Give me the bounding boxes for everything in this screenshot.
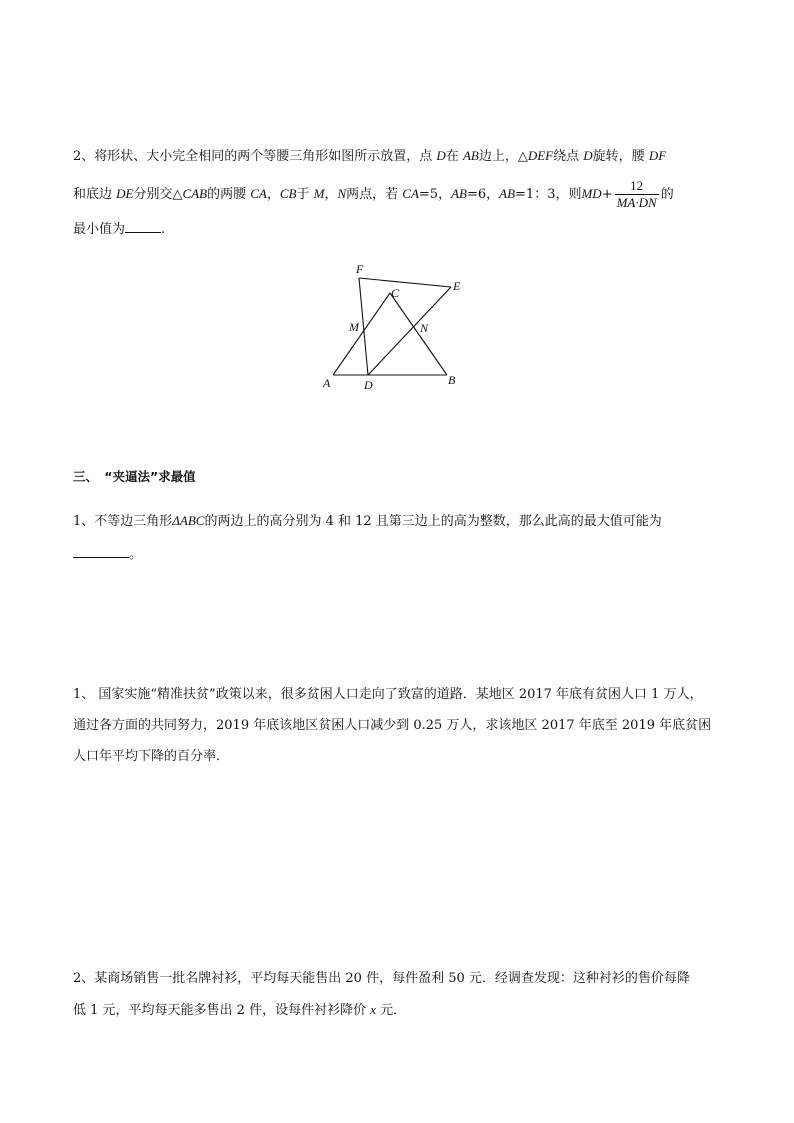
p1-line-1: 1、 国家实施“精准扶贫”政策以来，很多贫困人口走向了致富的道路．某地区 2017 年底有贫困人口 1 万人， (73, 687, 703, 702)
label-E: E (453, 279, 461, 293)
question-number: 2、 (73, 149, 95, 164)
p2-line-1: 2、某商场销售一批名牌衬衫，平均每天能售出 20 件，每件盈利 50 元．经调查发现：这种衬衫的售价每降 (73, 971, 690, 986)
s3q1-line-1: 1、不等边三角形ΔABC的两边上的高分别为 4 和 12 且第三边上的高为整数，那么此高的最大值可能为 (73, 513, 662, 529)
q2-line-3: 最小值为 . (73, 222, 166, 237)
segment-FE (359, 278, 451, 287)
p2-line-2: 低 1 元，平均每天能多售出 2 件，设每件衬衫降价 x 元． (73, 1002, 407, 1018)
segment-DE (368, 287, 451, 375)
q2-line-2: 和底边 DE分别交△CAB的两腰 CA，CB于 M，N两点，若 CA=5，AB=6，AB=1：3，则MD+ $\frac{12}{MA\cdot DN}$ 的 (73, 178, 674, 210)
label-A: A (323, 376, 331, 390)
label-M: M (349, 320, 359, 334)
s3q1-line-2: 。 (73, 545, 142, 564)
segment-CB (390, 293, 447, 375)
label-D: D (364, 378, 373, 392)
p1-line-3: 人口年平均下降的百分率． (73, 749, 230, 764)
label-C: C (391, 286, 400, 300)
fraction (615, 178, 659, 211)
fraction-numerator: 12 (630, 178, 644, 193)
answer-blank[interactable] (73, 545, 129, 558)
q2-line-1: 2、将形状、大小完全相同的两个等腰三角形如图所示放置，点 D在 AB边上，△DEF绕点 D旋转，腰 DF (73, 148, 667, 164)
label-N: N (420, 321, 429, 335)
label-F: F (356, 262, 364, 276)
geometry-figure (315, 258, 485, 398)
label-B: B (448, 373, 456, 387)
answer-blank[interactable] (125, 220, 161, 233)
p1-line-2: 通过各方面的共同努力，2019 年底该地区贫困人口减少到 0.25 万人，求该地区 2017 年底至 2019 年底贫困 (73, 718, 712, 733)
fraction-denominator: MA·DN (616, 195, 657, 210)
section-title: 三、 “夹逼法”求最值 (73, 469, 196, 484)
